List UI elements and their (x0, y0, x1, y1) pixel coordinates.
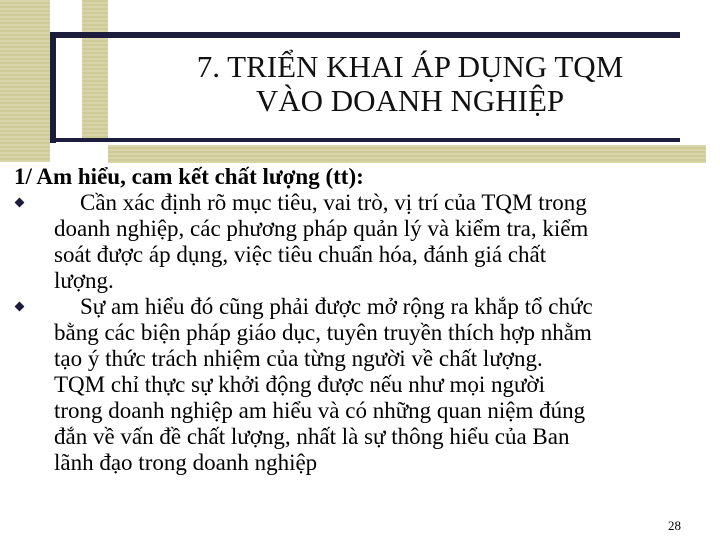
bullet-2-line-7: lãnh đạo trong doanh nghiệp (54, 450, 318, 475)
diamond-bullet-icon (15, 198, 25, 208)
slide-title (110, 50, 710, 118)
decorative-corner-block (0, 0, 50, 162)
bullet-1-line-3: soát được áp dụng, việc tiêu chuẩn hóa, đánh giá chất (54, 242, 547, 267)
title-frame-bottom-rule (56, 138, 680, 142)
bullet-1-line-1: Cần xác định rõ mục tiêu, vai trò, vị trí của TQM trong (80, 190, 587, 215)
title-frame-side-rule (50, 38, 56, 143)
bullet-2-line-6: đắn về vấn đề chất lượng, nhất là sự thông hiểu của Ban (54, 424, 570, 449)
bullet-2-line-1: Sự am hiểu đó cũng phải được mở rộng ra khắp tổ chức (80, 294, 593, 319)
bullet-1-line-4: lượng. (54, 268, 114, 293)
slide-title-line-1: 7. TRIỂN KHAI ÁP DỤNG TQM (196, 49, 624, 84)
title-frame-top-rule (50, 32, 680, 38)
bullet-item-1 (14, 190, 714, 294)
bullet-2-line-2: bằng các biện pháp giáo dục, tuyên truyền thích hợp nhằm (54, 320, 592, 345)
decorative-horizontal-bar (108, 145, 706, 163)
bullet-1-line-2: doanh nghiệp, các phương pháp quản lý và kiểm tra, kiểm (54, 216, 589, 241)
bullet-item-2 (14, 294, 714, 476)
slide-title-line-2: VÀO DOANH NGHIỆP (255, 83, 565, 118)
slide-content (14, 163, 714, 476)
page-number: 28 (668, 518, 681, 533)
bullet-2-line-4: TQM chỉ thực sự khởi động được nếu như mọi người (54, 372, 546, 397)
bullet-2-line-5: trong doanh nghiệp am hiểu và có những quan niệm đúng (54, 398, 586, 423)
bullet-2-line-3: tạo ý thức trách nhiệm của từng người về chất lượng. (54, 346, 543, 371)
diamond-bullet-icon (15, 302, 25, 312)
section-heading: 1/ Am hiểu, cam kết chất lượng (tt): (14, 164, 364, 189)
decorative-vertical-bar (82, 0, 108, 140)
